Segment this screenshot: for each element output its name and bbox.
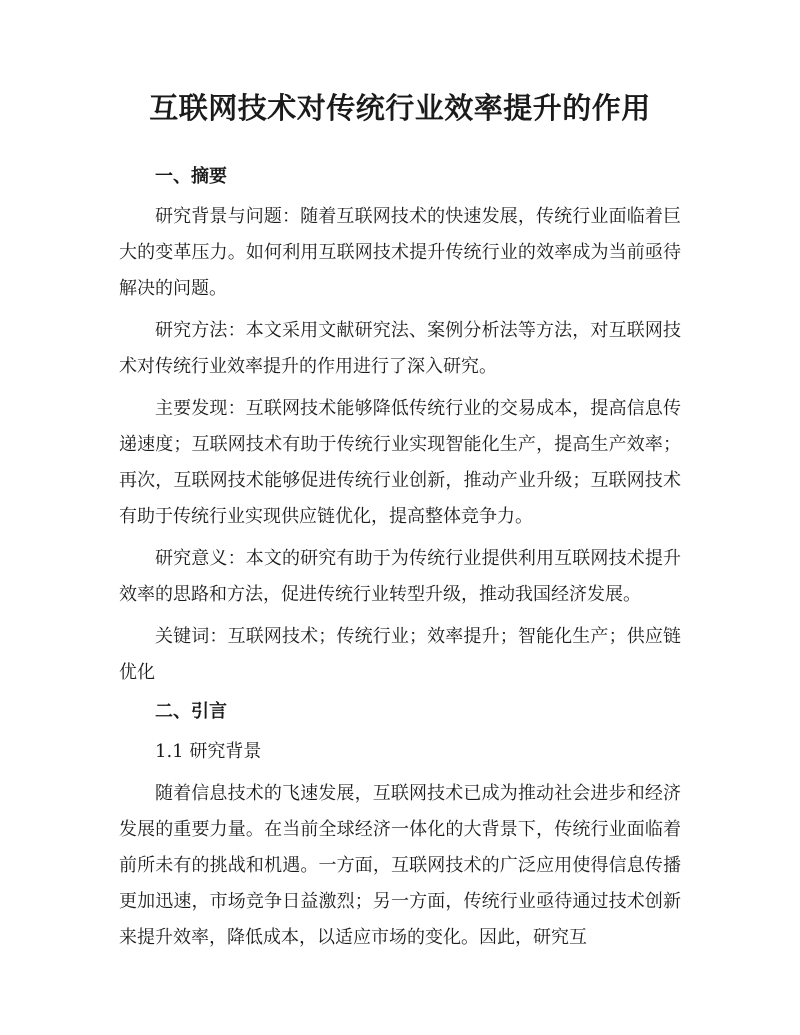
abstract-heading: 一、摘要	[155, 166, 227, 187]
research-background-subheading: 1.1 研究背景	[155, 741, 262, 762]
abstract-background-paragraph: 研究背景与问题：随着互联网技术的快速发展，传统行业面临着巨大的变革压力。如何利用互联网技术提升传统行业的效率成为当前亟待解决的问题。	[119, 206, 681, 299]
abstract-keywords-paragraph: 关键词：互联网技术；传统行业；效率提升；智能化生产；供应链优化	[119, 626, 681, 683]
document-title: 互联网技术对传统行业效率提升的作用	[149, 91, 651, 125]
introduction-heading: 二、引言	[155, 701, 227, 722]
abstract-findings-paragraph: 主要发现：互联网技术能够降低传统行业的交易成本，提高信息传递速度；互联网技术有助于传统行业实现智能化生产，提高生产效率；再次，互联网技术能够促进传统行业创新，推动产业升级；互联网技术有助于传统行业实现供应链优化，提高整体竞争力。	[119, 398, 681, 527]
abstract-method-paragraph: 研究方法：本文采用文献研究法、案例分析法等方法，对互联网技术对传统行业效率提升的作用进行了深入研究。	[119, 320, 681, 377]
abstract-significance-paragraph: 研究意义：本文的研究有助于为传统行业提供利用互联网技术提升效率的思路和方法，促进传统行业转型升级，推动我国经济发展。	[119, 548, 681, 605]
research-background-paragraph: 随着信息技术的飞速发展，互联网技术已成为推动社会进步和经济发展的重要力量。在当前全球经济一体化的大背景下，传统行业面临着前所未有的挑战和机遇。一方面，互联网技术的广泛应用使得信息传播更加迅速，市场竞争日益激烈；另一方面，传统行业亟待通过技术创新来提升效率，降低成本，以适应市场的变化。因此，研究互	[119, 783, 681, 948]
